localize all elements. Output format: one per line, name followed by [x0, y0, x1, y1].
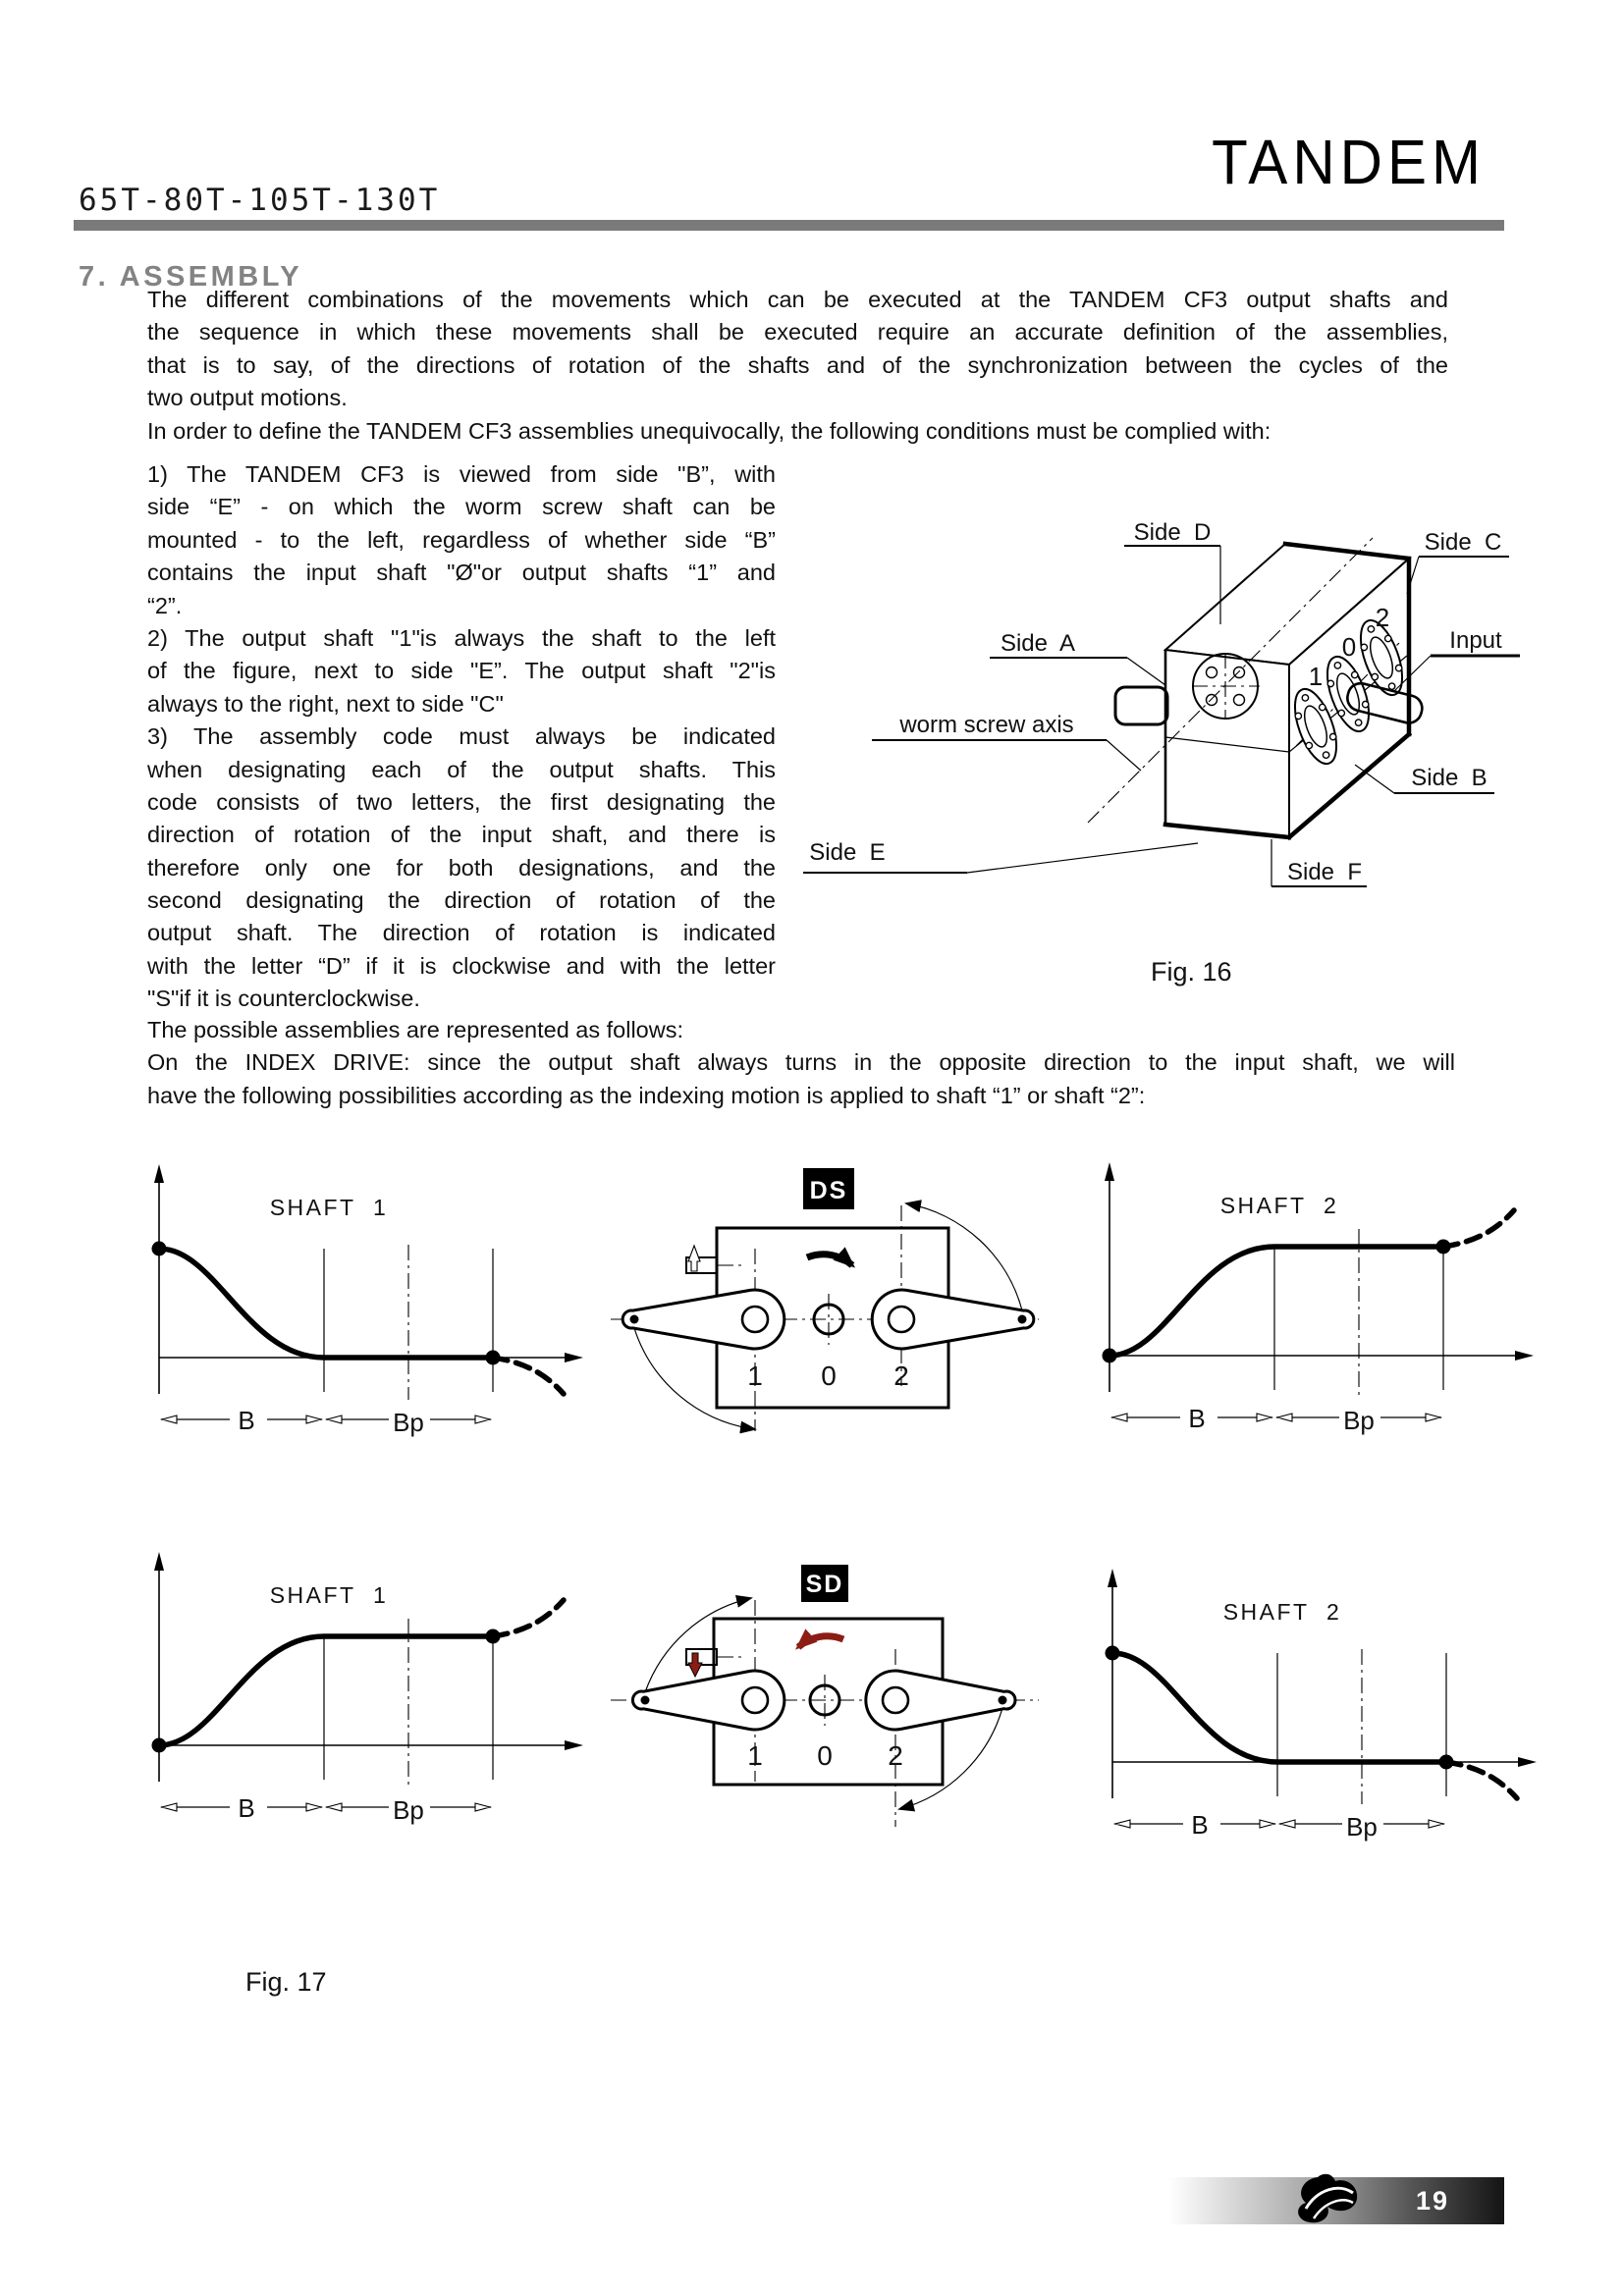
text-line: The different combinations of the movements which can be executed at the TANDEM CF3 output shafts and — [147, 287, 1448, 312]
dimension-lines — [161, 1793, 491, 1825]
dimension-lines — [1111, 1404, 1441, 1435]
text-line: "S"if it is counterclockwise. — [147, 986, 420, 1012]
text-line: always to the right, next to side "C" — [147, 690, 504, 717]
dim-bp-label: Bp — [1346, 1812, 1378, 1842]
shaft2-number: 2 — [888, 1740, 903, 1771]
graph-title: SHAFT 2 — [1219, 1193, 1339, 1218]
motion-curve — [1106, 1646, 1518, 1799]
text-line: code consists of two letters, the first designating the — [147, 788, 776, 815]
graph-shaft2-sd — [1091, 1563, 1552, 1857]
shaft0-number: 0 — [821, 1361, 837, 1391]
side-e-label: Side E — [809, 839, 886, 866]
text-line: In order to define the TANDEM CF3 assemblies unequivocally, the following conditions must be complied with: — [147, 417, 1271, 444]
fig16-caption: Fig. 16 — [1151, 957, 1232, 987]
graph-title: SHAFT 1 — [269, 1582, 389, 1608]
shaft0-number: 0 — [817, 1740, 833, 1771]
worm-screw-axis-label: worm screw axis — [899, 712, 1074, 738]
shaft2-number: 2 — [1375, 603, 1390, 632]
brand-logo-icon — [1288, 2169, 1382, 2228]
dim-b-label: B — [1188, 1404, 1206, 1433]
side-a-label: Side A — [1000, 630, 1076, 657]
header-rule — [74, 220, 1504, 231]
motion-curve — [152, 1242, 565, 1395]
fig16-callouts — [803, 519, 1520, 886]
text-line: On the INDEX DRIVE: since the output shaft always turns in the opposite direction to the input shaft, we will — [147, 1049, 1455, 1076]
conditions-column — [147, 461, 776, 1019]
page-number: 19 — [1416, 2186, 1450, 2216]
fig17-caption: Fig. 17 — [245, 1967, 327, 1997]
text-line: contains the input shaft "Ø"or output shafts “1” and — [147, 560, 776, 586]
graph-shaft1-sd — [137, 1546, 599, 1841]
shaft1-number: 1 — [1308, 662, 1324, 691]
side-b-label: Side B — [1411, 765, 1488, 791]
text-line: have the following possibilities according as the indexing motion is applied to shaft “1” or shaft “2”: — [147, 1082, 1146, 1108]
input-rotation-arrow — [807, 1255, 852, 1265]
mechanism-sd — [599, 1556, 1051, 1850]
text-line: when designating each of the output shafts. This — [147, 756, 776, 782]
side-c-label: Side C — [1424, 529, 1502, 556]
text-line: that is to say, of the directions of rotation of the shafts and of the synchronization between the cycles of the — [147, 351, 1448, 378]
graph-title: SHAFT 2 — [1222, 1599, 1342, 1625]
section-title: 7. ASSEMBLY — [79, 261, 303, 293]
text-line: of the figure, next to side "E”. The output shaft "2"is — [147, 658, 776, 684]
text-line: second designating the direction of rotation of the — [147, 887, 776, 914]
text-line: output shaft. The direction of rotation is indicated — [147, 920, 776, 946]
dim-bp-label: Bp — [393, 1408, 424, 1437]
dimension-lines — [1114, 1810, 1444, 1842]
dim-b-label: B — [238, 1793, 255, 1823]
brand-title: TANDEM — [1212, 127, 1486, 197]
shaft0-number: 0 — [1341, 632, 1357, 662]
gearbox-faces — [1165, 544, 1409, 837]
intro-paragraph — [147, 287, 1448, 451]
shaft1-number: 1 — [747, 1740, 763, 1771]
graph-title: SHAFT 1 — [269, 1195, 389, 1220]
text-line: the sequence in which these movements shall be executed require an accurate definition of the assemblies, — [147, 319, 1448, 346]
side-d-label: Side D — [1133, 519, 1212, 546]
dim-bp-label: Bp — [393, 1795, 424, 1825]
motion-curve — [152, 1600, 565, 1753]
fig16-gearbox-drawing — [785, 461, 1600, 996]
graph-shaft2-ds — [1088, 1156, 1549, 1451]
dim-bp-label: Bp — [1343, 1406, 1375, 1435]
text-line: mounted - to the left, regardless of whether side “B” — [147, 526, 776, 553]
motion-curve — [1103, 1210, 1515, 1363]
text-line: The possible assemblies are represented as follows: — [147, 1017, 683, 1042]
text-line: “2”. — [147, 592, 183, 618]
graph-shaft1-ds — [137, 1158, 599, 1453]
model-title: 65T-80T-105T-130T — [79, 183, 441, 218]
closing-paragraph — [147, 1017, 1455, 1115]
text-line: side “E” - on which the worm screw shaft can be — [147, 494, 776, 520]
side-f-label: Side F — [1286, 859, 1363, 885]
text-line: 2) The output shaft "1"is always the shaft to the left — [147, 624, 776, 651]
text-line: with the letter “D” if it is clockwise and with the letter — [147, 952, 776, 979]
shaft2-number: 2 — [893, 1361, 909, 1391]
worm-shaft — [1115, 687, 1167, 724]
text-line: direction of rotation of the input shaft, and there is — [147, 822, 776, 848]
mechanism-ds — [599, 1158, 1051, 1453]
text-line: 1) The TANDEM CF3 is viewed from side "B”, with — [147, 461, 776, 487]
text-line: two output motions. — [147, 385, 348, 411]
shaft1-number: 1 — [747, 1361, 763, 1391]
text-line: 3) The assembly code must always be indicated — [147, 723, 776, 750]
text-line: therefore only one for both designations, and the — [147, 854, 776, 881]
sd-badge-label: SD — [805, 1571, 844, 1598]
ds-badge-label: DS — [809, 1177, 848, 1204]
dimension-lines — [161, 1406, 491, 1437]
dim-b-label: B — [1191, 1810, 1209, 1840]
dim-b-label: B — [238, 1406, 255, 1435]
input-label: Input — [1449, 627, 1502, 654]
input-rotation-arrow — [798, 1636, 843, 1647]
